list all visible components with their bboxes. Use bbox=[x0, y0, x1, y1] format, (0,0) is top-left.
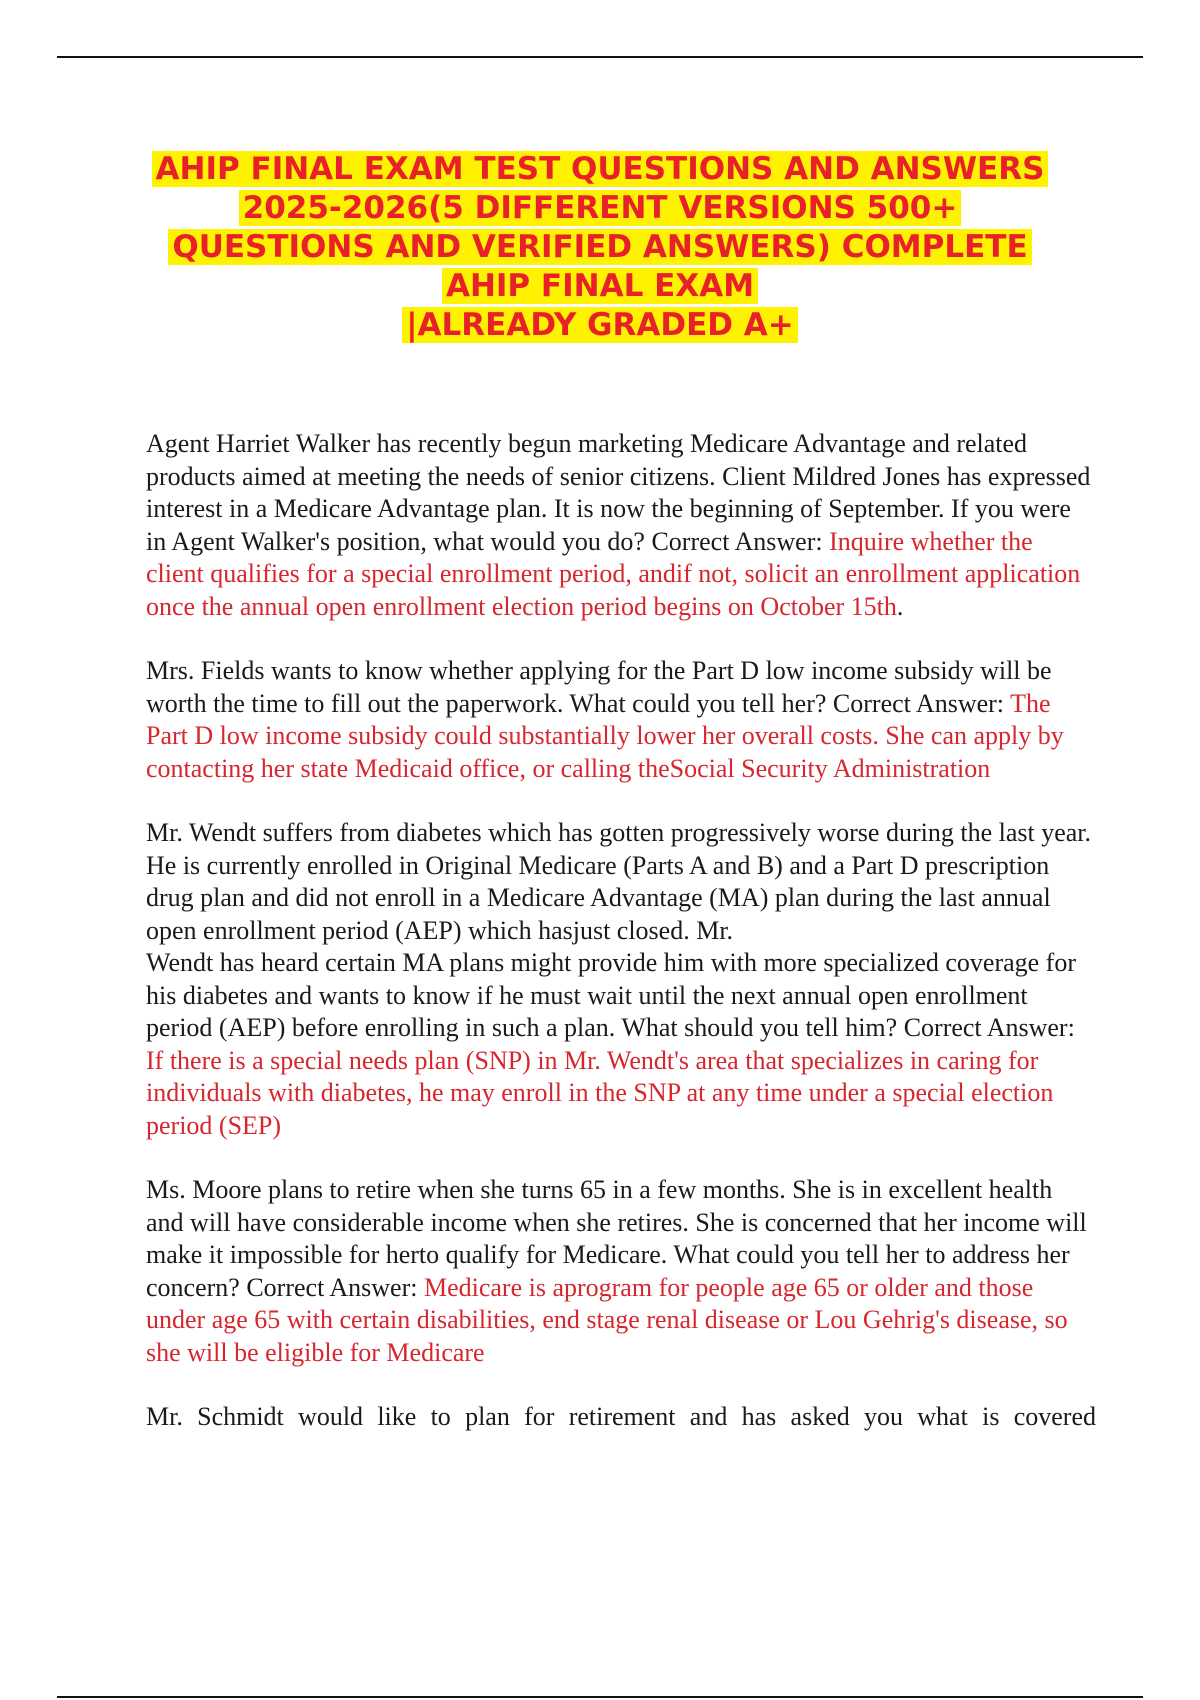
answer-text: The Part D low income subsidy could substantially lower her overall costs. She can apply by contacting her state Medicaid office, or calling theSocial Security Administration bbox=[146, 688, 1064, 783]
qa-item-5 bbox=[146, 1401, 1096, 1434]
title-line: |ALREADY GRADED A+ bbox=[100, 306, 1100, 345]
question-text: Ms. Moore plans to retire when she turns 65 in a few months. She is in excellent health and will have considerable income when she retires. She is concerned that her income will make it impossible for herto qualify for Medicare. What could you tell her to address her concern? bbox=[146, 1175, 1087, 1302]
answer-text: If there is a special needs plan (SNP) in Mr. Wendt's area that specializes in caring for individuals with diabetes, he may enroll in the SNP at any time under a special election period (SEP) bbox=[146, 1045, 1054, 1140]
question-text: Mr. Schmidt would like to plan for retirement and has asked you what is covered bbox=[146, 1402, 1096, 1431]
answer-label: Correct Answer: bbox=[903, 1013, 1075, 1042]
header-rule bbox=[57, 56, 1143, 58]
answer-trailing: . bbox=[896, 591, 904, 621]
title-line: 2025-2026(5 DIFFERENT VERSIONS 500+ bbox=[100, 189, 1100, 228]
answer-label: Correct Answer: bbox=[246, 1272, 418, 1302]
title-line: QUESTIONS AND VERIFIED ANSWERS) COMPLETE bbox=[100, 228, 1100, 267]
qa-item-2 bbox=[146, 655, 1096, 785]
title-line: AHIP FINAL EXAM TEST QUESTIONS AND ANSWERS bbox=[100, 150, 1100, 189]
qa-item-3 bbox=[146, 817, 1096, 1142]
document-title bbox=[100, 150, 1100, 345]
footer-rule bbox=[57, 1696, 1143, 1698]
answer-text: Inquire whether the client qualifies for a special enrollment period, andif not, solicit an enrollment application once the annual open enrollment election period begins on October 15th bbox=[146, 526, 1081, 621]
question-text-continued: Wendt has heard certain MA plans might provide him with more specialized coverage for his diabetes and wants to know if he must wait until the next annual open enrollment period (AEP) before enrolling in such a plan. What should you tell him? bbox=[146, 948, 1076, 1042]
question-text: Agent Harriet Walker has recently begun marketing Medicare Advantage and related products aimed at meeting the needs of senior citizens. Client Mildred Jones has expressed interest in a Medicare Advantage plan. It is now the beginning of September. If you were in Agent Walker's position, what would you do? bbox=[146, 429, 1091, 556]
answer-label: Correct Answer: bbox=[651, 526, 823, 556]
question-text: Mr. Wendt suffers from diabetes which has gotten progressively worse during the last year. He is currently enrolled in Original Medicare (Parts A and B) and a Part D prescription drug plan and did not enroll in a Medicare Advantage (MA) plan during the last annual open enrollment period (AEP) which hasjust closed. Mr. bbox=[146, 818, 1092, 945]
title-line: AHIP FINAL EXAM bbox=[100, 267, 1100, 306]
qa-item-4 bbox=[146, 1174, 1096, 1369]
qa-list bbox=[146, 428, 1096, 1434]
answer-text: Medicare is aprogram for people age 65 or older and those under age 65 with certain disabilities, end stage renal disease or Lou Gehrig's disease, so she will be eligible for Medicare bbox=[146, 1272, 1068, 1367]
answer-label: Correct Answer: bbox=[832, 688, 1005, 718]
qa-item-1 bbox=[146, 428, 1096, 623]
question-text: Mrs. Fields wants to know whether applying for the Part D low income subsidy will be worth the time to fill out the paperwork. What could you tell her? bbox=[146, 656, 1052, 718]
